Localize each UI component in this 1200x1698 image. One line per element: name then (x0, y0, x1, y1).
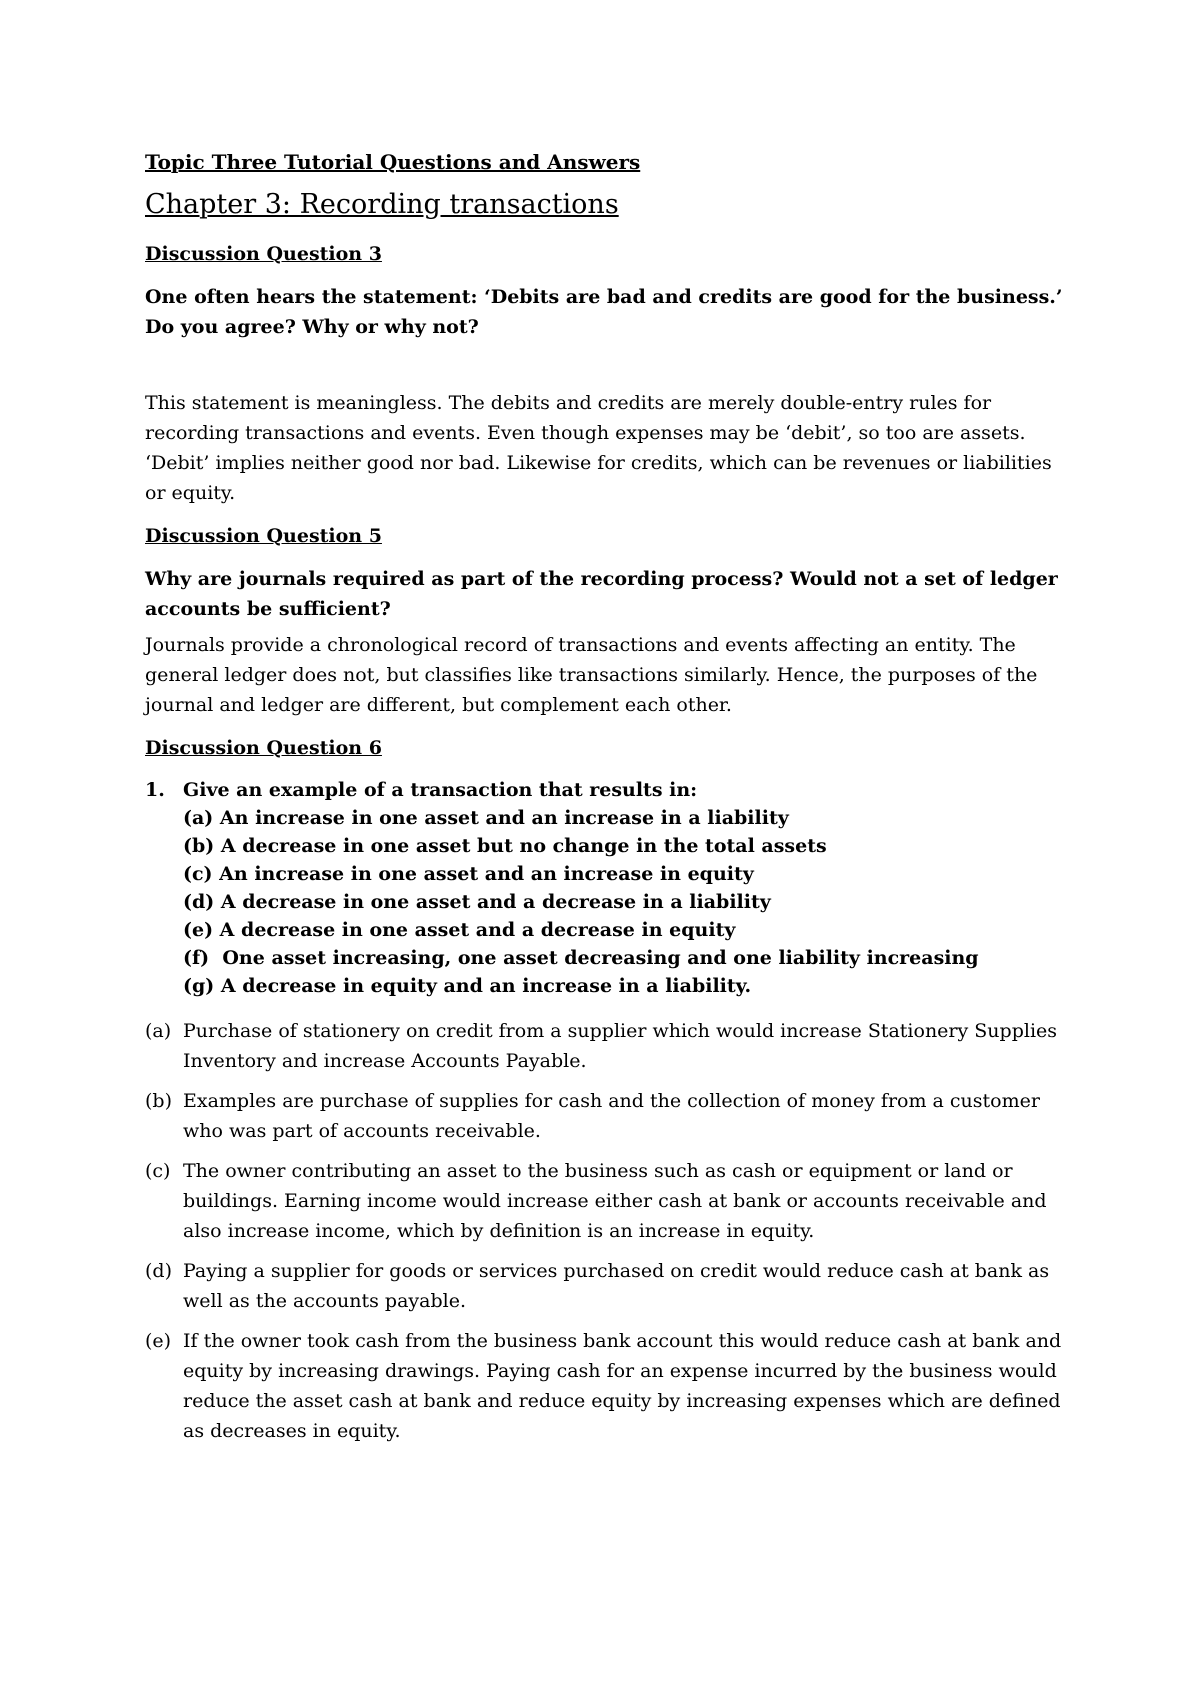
answer-label: (c) (145, 1160, 171, 1182)
answer-label: (d) (145, 1260, 172, 1282)
question-text: Why are journals required as part of the recording process? Would not a set of ledger accounts be sufficient? (145, 568, 1058, 620)
question-text: One often hears the statement: ‘Debits are bad and credits are good for the business.’ Do you agree? Why or why not? (145, 286, 1063, 338)
sub-question: (g) A decrease in equity and an increase in a liability. (183, 975, 752, 997)
answer-label: (b) (145, 1090, 172, 1112)
sub-question: (e) A decrease in one asset and a decrease in equity (183, 919, 736, 941)
answer-list (145, 1016, 1075, 1446)
document-page (145, 148, 1075, 1446)
question-intro: Give an example of a transaction that results in: (183, 779, 698, 801)
numbered-question (145, 776, 1075, 1000)
answer-text: Examples are purchase of supplies for cash and the collection of money from a customer who was part of accounts receivable. (183, 1090, 1040, 1142)
sub-question-list (183, 804, 979, 1000)
question-body (183, 776, 979, 1000)
sub-question: (a) An increase in one asset and an increase in a liability (183, 807, 789, 829)
question-heading: Discussion Question 6 (145, 737, 382, 759)
answer-item (145, 1256, 1075, 1316)
answer-label: (a) (145, 1020, 172, 1042)
answer-text: Purchase of stationery on credit from a supplier which would increase Stationery Supplies Inventory and increase Accounts Payable. (183, 1020, 1058, 1072)
answer-label: (e) (145, 1330, 172, 1352)
discussion-question-3 (145, 240, 1075, 508)
answer-text: Paying a supplier for goods or services purchased on credit would reduce cash at bank as well as the accounts payable. (183, 1260, 1050, 1312)
sub-question: (c) An increase in one asset and an increase in equity (183, 863, 754, 885)
answer-item (145, 1016, 1075, 1076)
answer-item (145, 1156, 1075, 1246)
answer-text: If the owner took cash from the business bank account this would reduce cash at bank and equity by increasing drawings. Paying cash for an expense incurred by the business would reduce the asset cash at bank and reduce equity by increasing expenses which are defined as decreases in equity. (183, 1330, 1062, 1442)
answer-text: This statement is meaningless. The debits and credits are merely double-entry rules for recording transactions and events. Even though expenses may be ‘debit’, so too are assets. ‘Debit’ implies neither good nor bad. Likewise for credits, which can be revenues or liabilities or equity. (145, 392, 1052, 504)
question-heading: Discussion Question 5 (145, 525, 382, 547)
answer-item (145, 1326, 1075, 1446)
chapter-title: Chapter 3: Recording transactions (145, 189, 619, 220)
sub-question: (f) One asset increasing, one asset decreasing and one liability increasing (183, 947, 979, 969)
question-number: 1. (145, 779, 165, 801)
question-heading: Discussion Question 3 (145, 243, 382, 265)
sub-question: (d) A decrease in one asset and a decrease in a liability (183, 891, 771, 913)
answer-item (145, 1086, 1075, 1146)
document-title: Topic Three Tutorial Questions and Answers (145, 150, 641, 174)
sub-question: (b) A decrease in one asset but no change in the total assets (183, 835, 827, 857)
discussion-question-6 (145, 734, 1075, 1446)
answer-text: Journals provide a chronological record of transactions and events affecting an entity. The general ledger does not, but classifies like transactions similarly. Hence, the purposes of the journal and ledger are different, but complement each other. (145, 634, 1038, 716)
discussion-question-5 (145, 522, 1075, 720)
answer-text: The owner contributing an asset to the business such as cash or equipment or land or buildings. Earning income would increase either cash at bank or accounts receivable and also increase income, which by definition is an increase in equity. (183, 1160, 1047, 1242)
